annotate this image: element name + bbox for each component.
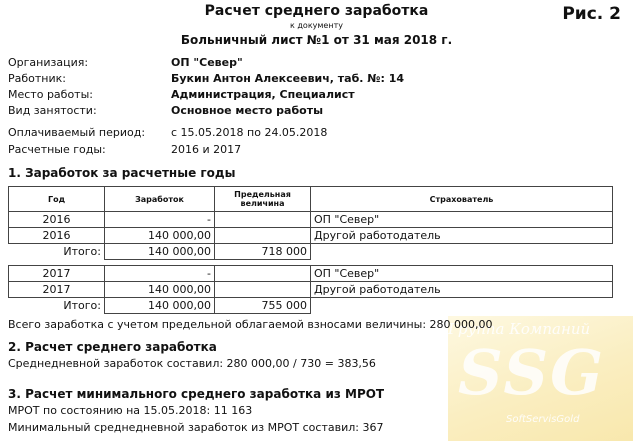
watermark-caption: Группа Компаний (448, 320, 591, 338)
subtotal-row (9, 244, 613, 260)
column-header-insurer: Страхователь (311, 187, 613, 212)
subtotal-row (9, 298, 613, 314)
insurer-cell (311, 244, 613, 260)
period-value: с 15.05.2018 по 24.05.2018 (171, 126, 328, 139)
employment-type-label: Вид занятости: (8, 104, 97, 117)
average-daily-earnings: Среднедневной заработок составил: 280 000,00 / 730 = 383,56 (8, 357, 376, 370)
total-earnings: Всего заработка с учетом предельной облагаемой взносами величины: 280 000,00 (8, 318, 493, 331)
earnings-cell: 140 000,00 (105, 282, 215, 298)
table-row (9, 282, 613, 298)
limit-cell: 755 000 (215, 298, 311, 314)
earnings-cell: 140 000,00 (105, 298, 215, 314)
column-header-earnings: Заработок (105, 187, 215, 212)
min-average-daily-earnings: Минимальный среднедневной заработок из МРОТ составил: 367 (8, 421, 384, 434)
insurer-cell: Другой работодатель (311, 282, 613, 298)
year-cell: 2016 (9, 212, 105, 228)
limit-cell (215, 282, 311, 298)
org-label: Организация: (8, 56, 89, 69)
insurer-cell: Другой работодатель (311, 228, 613, 244)
subtotal-label: Итого: (63, 299, 101, 313)
worker-label: Работник: (8, 72, 66, 85)
year-cell: 2017 (9, 282, 105, 298)
limit-cell (215, 228, 311, 244)
insurer-cell: ОП "Север" (311, 266, 613, 282)
period-label: Оплачиваемый период: (8, 126, 146, 139)
limit-cell: 718 000 (215, 244, 311, 260)
table-row (9, 266, 613, 282)
earnings-table (8, 186, 613, 314)
insurer-cell: ОП "Север" (311, 212, 613, 228)
worker-value: Букин Антон Алексеевич, таб. №: 14 (171, 72, 405, 85)
table-header-row (9, 187, 613, 212)
document-title: Расчет среднего заработка (204, 3, 429, 19)
employment-type-value: Основное место работы (171, 104, 324, 117)
year-cell: 2017 (9, 266, 105, 282)
table-row (9, 228, 613, 244)
figure-label: Рис. 2 (562, 4, 621, 24)
place-label: Место работы: (8, 88, 93, 101)
years-label: Расчетные годы: (8, 143, 106, 156)
org-value: ОП "Север" (171, 56, 243, 69)
section1-heading: 1. Заработок за расчетные годы (8, 166, 236, 180)
column-header-limit: Предельная величина (215, 187, 311, 212)
earnings-cell: - (105, 266, 215, 282)
earnings-cell: - (105, 212, 215, 228)
watermark-brand: SoftServisGold (506, 414, 580, 425)
earnings-cell: 140 000,00 (105, 244, 215, 260)
mrot-value: МРОТ по состоянию на 15.05.2018: 11 163 (8, 404, 253, 417)
years-value: 2016 и 2017 (171, 143, 242, 156)
limit-cell (215, 266, 311, 282)
document-subtitle: к документу (290, 21, 343, 30)
limit-cell (215, 212, 311, 228)
insurer-cell (311, 298, 613, 314)
watermark (448, 316, 633, 441)
table-row (9, 212, 613, 228)
earnings-cell: 140 000,00 (105, 228, 215, 244)
year-cell: 2016 (9, 228, 105, 244)
document-reference: Больничный лист №1 от 31 мая 2018 г. (180, 33, 453, 47)
column-header-year: Год (9, 187, 105, 212)
section2-heading: 2. Расчет среднего заработка (8, 340, 217, 354)
place-value: Администрация, Специалист (171, 88, 355, 101)
section3-heading: 3. Расчет минимального среднего заработка из МРОТ (8, 387, 385, 401)
subtotal-label: Итого: (63, 245, 101, 259)
watermark-logo: SSG (458, 336, 606, 409)
